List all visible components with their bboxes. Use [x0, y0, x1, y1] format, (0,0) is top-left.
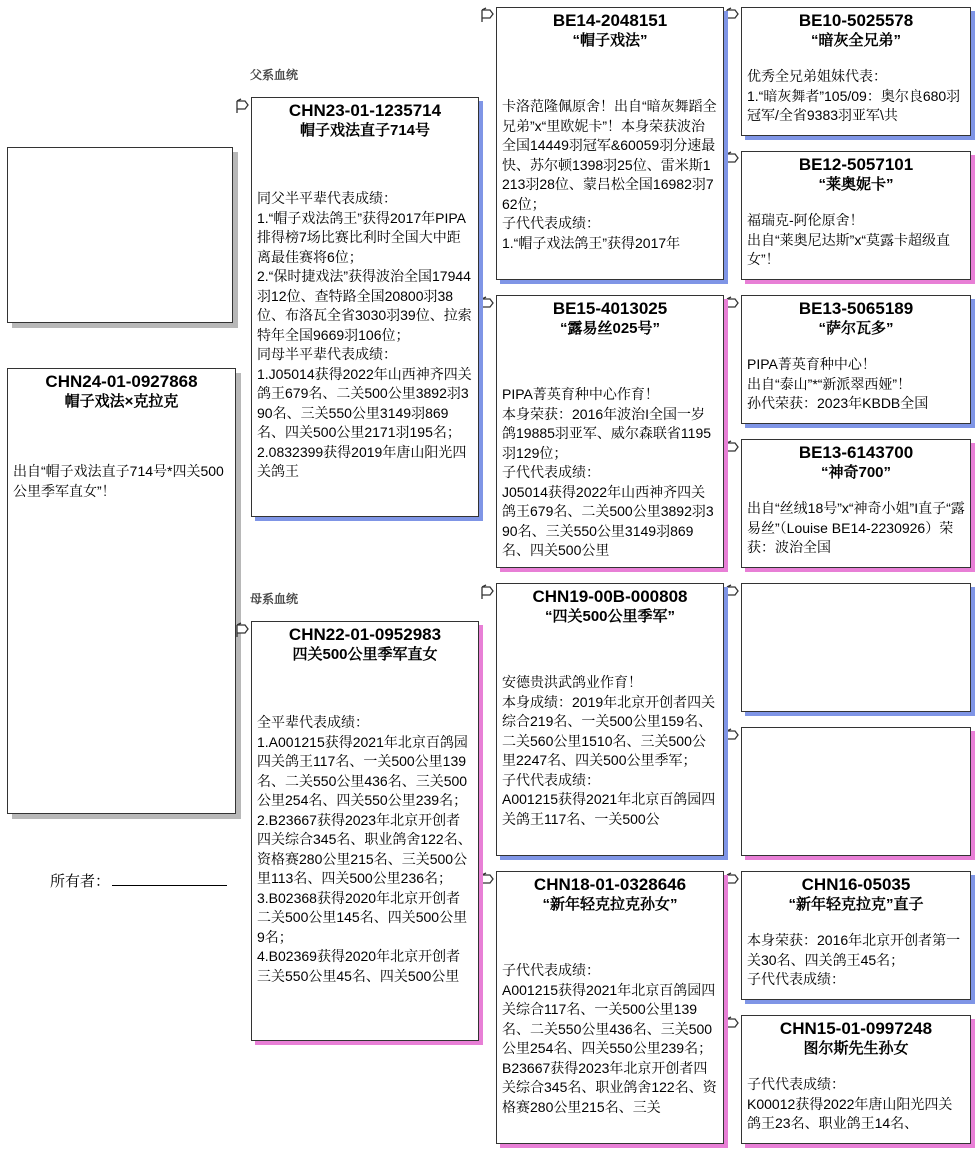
dds-card[interactable] — [741, 871, 971, 1000]
sds-description: PIPA菁英育种中心！ 出自“泰山”*“新派翠西娅”！ 孙代荣获：2023年KBDB全国 — [747, 356, 929, 411]
flag-icon — [725, 7, 741, 23]
flag-icon — [480, 872, 496, 888]
dam-dam-ring-id: CHN18-01-0328646 — [533, 875, 687, 894]
sds-ring-id: BE13-5065189 — [798, 299, 914, 318]
sire-ring-id: CHN23-01-1235714 — [288, 101, 442, 120]
flag-icon — [725, 584, 741, 600]
owner-label: 所有者： — [50, 873, 111, 890]
sire-name: 帽子戏法直子714号 — [299, 122, 431, 139]
sire-sire-description: 卡洛范隆佩原舍！出自“暗灰舞蹈全兄弟”x“里欧妮卡”！本身荣获波治全国14449羽冠军&60059羽分速最快、苏尔顿1398羽25位、雷米斯1213羽28位、蒙吕松全国16982羽762位； 子代代表成绩： 1.“帽子戏法鸽王”获得2017年 — [502, 98, 717, 251]
flag-icon — [725, 1016, 741, 1032]
sire-sire-card[interactable] — [496, 7, 724, 280]
dds-ring-id: CHN16-05035 — [801, 875, 911, 894]
sss-card[interactable] — [741, 7, 971, 136]
sdd-name: “神奇700” — [820, 464, 892, 481]
sire-sire-name: “帽子戏法” — [572, 32, 648, 49]
flag-icon — [480, 7, 496, 23]
flag-icon — [725, 728, 741, 744]
dam-dam-name: “新年轻克拉克孙女” — [542, 896, 678, 913]
sdd-card[interactable] — [741, 439, 971, 568]
ddd-ring-id: CHN15-01-0997248 — [779, 1019, 933, 1038]
sire-dam-ring-id: BE15-4013025 — [552, 299, 668, 318]
ssd-description: 福瑞克-阿伦原舍！ 出自“莱奥尼达斯”x“莫露卡超级直女”！ — [747, 212, 950, 267]
sire-card[interactable] — [251, 97, 479, 517]
ssd-ring-id: BE12-5057101 — [798, 155, 914, 174]
dam-line-label: 母系血统 — [250, 592, 299, 606]
flag-icon — [725, 872, 741, 888]
dam-dam-description: 子代代表成绩： A001215获得2021年北京百鸽园四关综合117名、一关500公里139名、二关550公里436名、三关500公里254名、四关550公里239名； B23667获得2023年北京开创者四关综合345名、职业鸽舍122名、资格赛280公里215名、三关 — [502, 962, 717, 1115]
ddd-name: 图尔斯先生孙女 — [803, 1040, 909, 1057]
subject-ring-id: CHN24-01-0927868 — [45, 372, 198, 391]
flag-icon — [235, 622, 251, 638]
sire-dam-name: “露易丝025号” — [559, 320, 661, 337]
dss-card-empty[interactable] — [741, 583, 971, 712]
sire-dam-description: PIPA菁英育种中心作育！ 本身荣获：2016年波治I全国一岁鸽19885羽亚军、威尔森联省1195羽129位； 子代代表成绩： J05014获得2022年山西神齐四关鸽王679名、二关500公里3892羽390名、三关550公里3149羽869名、四关500公里 — [502, 386, 714, 558]
pigeon-photo-frame — [7, 147, 233, 323]
subject-description: 出自“帽子戏法直子714号*四关500公里季军直女”！ — [13, 463, 224, 499]
sire-dam-card[interactable] — [496, 295, 724, 568]
ssd-name: “莱奥妮卡” — [818, 176, 894, 193]
dam-sire-name: “四关500公里季军” — [544, 608, 676, 625]
owner-field — [50, 870, 227, 891]
sire-description: 同父半平辈代表成绩： 1.“帽子戏法鸽王”获得2017年PIPA排得榜7场比赛比利时全国大中距离最佳赛将6位； 2.“保时捷戏法”获得波治全国17944羽12位、查特路全国20800羽38位、布洛瓦全省3030羽39位、拉索特年全国9669羽106位； 同母半平辈代表成绩： 1.J05014获得2022年山西神齐四关鸽王679名、二关500公里3892羽390名、三关550公里3149羽869名、四关500公里2171羽195名； 2.0832399获得2019年唐山阳光四关鸽王 — [257, 190, 472, 479]
dam-sire-card[interactable] — [496, 583, 724, 856]
flag-icon — [725, 440, 741, 456]
dam-name: 四关500公里季军直女 — [292, 646, 438, 663]
flag-icon — [235, 98, 251, 114]
sds-card[interactable] — [741, 295, 971, 424]
dam-sire-ring-id: CHN19-00B-000808 — [532, 587, 688, 606]
sss-ring-id: BE10-5025578 — [798, 11, 914, 30]
owner-blank-line[interactable] — [112, 871, 227, 886]
flag-icon — [480, 296, 496, 312]
ssd-card[interactable] — [741, 151, 971, 280]
ddd-description: 子代代表成绩： K00012获得2022年唐山阳光四关鸽王23名、职业鸽王14名、 — [747, 1076, 953, 1131]
subject-card[interactable] — [7, 368, 236, 814]
sire-line-label: 父系血统 — [250, 68, 299, 82]
dam-description: 全平辈代表成绩： 1.A001215获得2021年北京百鸽园四关鸽王117名、一关500公里139名、二关550公里436名、三关500公里254名、四关550公里239名； 2.B23667获得2023年北京开创者四关综合345名、职业鸽舍122名、资格赛280公里215名、三关500公里113名、四关500公里236名； 3.B02368获得2020年北京开创者二关500公里145名、四关500公里9名； 4.B02369获得2020年北京开创者三关550公里45名、四关500公里 — [257, 714, 472, 984]
sss-description: 优秀全兄弟姐妹代表： 1.“暗灰舞者”105/09：奥尔良680羽冠军/全省9383羽亚军\共 — [747, 68, 961, 123]
sdd-ring-id: BE13-6143700 — [798, 443, 914, 462]
sire-sire-ring-id: BE14-2048151 — [552, 11, 668, 30]
dam-ring-id: CHN22-01-0952983 — [288, 625, 442, 644]
flag-icon — [725, 151, 741, 167]
ddd-card[interactable] — [741, 1015, 971, 1144]
sss-name: “暗灰全兄弟” — [810, 32, 901, 49]
flag-icon — [480, 584, 496, 600]
dam-dam-card[interactable] — [496, 871, 724, 1144]
dsd-card-empty[interactable] — [741, 727, 971, 856]
subject-name: 帽子戏法×克拉克 — [64, 393, 179, 410]
sdd-description: 出自“丝绒18号”x“神奇小姐”I直子“露易丝”（Louise BE14-2230926）荣获：波治全国 — [747, 500, 965, 555]
dds-description: 本身荣获：2016年北京开创者第一关30名、四关鸽王45名； 子代代表成绩： — [747, 932, 961, 987]
sds-name: “萨尔瓦多” — [818, 320, 894, 337]
dam-sire-description: 安德贵洪武鸽业作育！ 本身成绩：2019年北京开创者四关综合219名、一关500公里159名、二关560公里1510名、三关500公里2247名、四关500公里季军； 子代代表成绩： A001215获得2021年北京百鸽园四关鸽王117名、一关500公 — [502, 674, 716, 827]
dds-name: “新年轻克拉克”直子 — [788, 896, 924, 913]
dam-card[interactable] — [251, 621, 479, 1041]
flag-icon — [725, 296, 741, 312]
